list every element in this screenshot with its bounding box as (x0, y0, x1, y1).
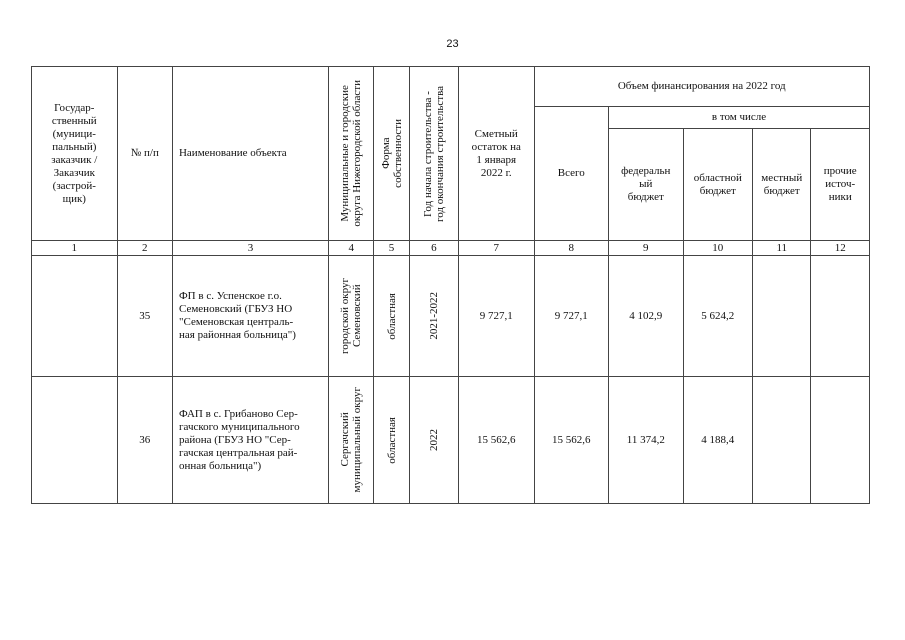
column-number-row (32, 241, 870, 256)
cell-estimate: 9 727,1 (458, 256, 534, 377)
column-number: 12 (811, 241, 870, 256)
cell-total: 15 562,6 (534, 377, 609, 504)
cell-other (811, 256, 870, 377)
column-number: 6 (409, 241, 458, 256)
cell-num: 36 (117, 377, 172, 504)
column-number: 2 (117, 241, 172, 256)
column-number: 1 (32, 241, 118, 256)
column-number: 11 (753, 241, 811, 256)
cell-years: 2022 (409, 377, 458, 504)
cell-name: ФАП в с. Грибаново Сер- гачского муниципального района (ГБУЗ НО "Сер- гачская центральная рай- онная больница") (172, 377, 328, 504)
page-number: 23 (446, 38, 459, 50)
header-num: № п/п (117, 67, 172, 241)
column-number: 8 (534, 241, 609, 256)
cell-customer (32, 377, 118, 504)
header-other: прочие источ- ники (811, 129, 870, 241)
header-federal: федеральн ый бюджет (609, 129, 684, 241)
cell-regional: 4 188,4 (683, 377, 752, 504)
column-number: 10 (683, 241, 752, 256)
financing-table (31, 66, 870, 504)
header-years: Год начала строительства - год окончания строительства (409, 67, 458, 241)
header-local: местный бюджет (753, 129, 811, 241)
header-name: Наименование объекта (172, 67, 328, 241)
column-number: 5 (374, 241, 409, 256)
cell-district: городской округ Семеновский (329, 256, 374, 377)
header-ownership: Форма собственности (374, 67, 409, 241)
cell-customer (32, 256, 118, 377)
cell-name: ФП в с. Успенское г.о. Семеновский (ГБУЗ НО "Семеновская централь- ная районная больница") (172, 256, 328, 377)
header-district: Муниципальные и городские округа Нижегородской области (329, 67, 374, 241)
cell-total: 9 727,1 (534, 256, 609, 377)
header-total: Всего (534, 107, 609, 241)
table-row (32, 256, 870, 377)
cell-years: 2021-2022 (409, 256, 458, 377)
cell-ownership: областная (374, 377, 409, 504)
column-number: 4 (329, 241, 374, 256)
cell-num: 35 (117, 256, 172, 377)
cell-ownership: областная (374, 256, 409, 377)
header-estimate: Сметный остаток на 1 января 2022 г. (458, 67, 534, 241)
cell-federal: 11 374,2 (609, 377, 684, 504)
header-regional: областной бюджет (683, 129, 752, 241)
table-row (32, 377, 870, 504)
cell-estimate: 15 562,6 (458, 377, 534, 504)
cell-local (753, 256, 811, 377)
cell-federal: 4 102,9 (609, 256, 684, 377)
column-number: 7 (458, 241, 534, 256)
column-number: 9 (609, 241, 684, 256)
header-customer: Государ- ственный (муници- пальный) заказчик / Заказчик (застрой- щик) (32, 67, 118, 241)
cell-regional: 5 624,2 (683, 256, 752, 377)
cell-other (811, 377, 870, 504)
header-funding: Объем финансирования на 2022 год (534, 67, 869, 107)
cell-district: Сергачский муниципальный округ (329, 377, 374, 504)
cell-local (753, 377, 811, 504)
header-including: в том числе (609, 107, 870, 129)
column-number: 3 (172, 241, 328, 256)
